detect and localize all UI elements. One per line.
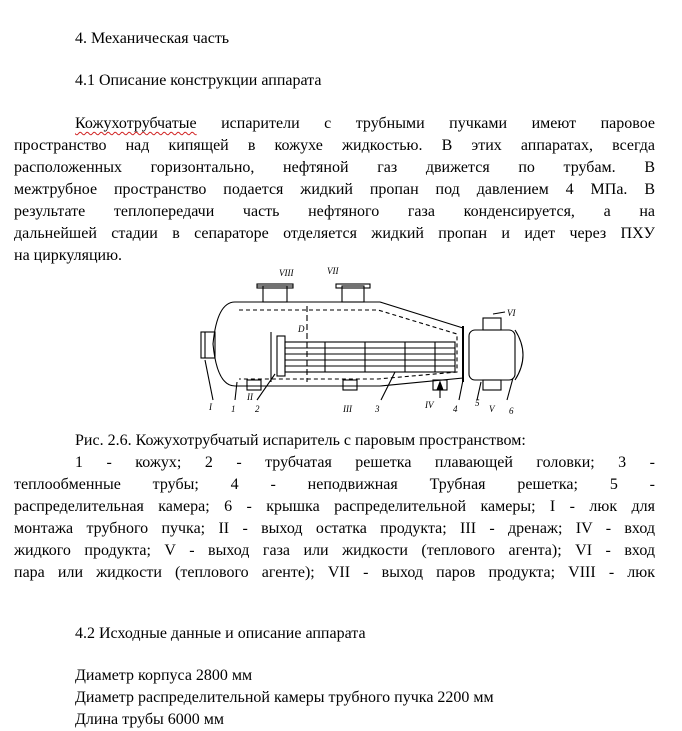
label-V: V bbox=[489, 404, 495, 414]
label-VII: VII bbox=[327, 266, 339, 276]
nozzle-VI bbox=[483, 318, 501, 330]
paragraph-line-5: результате теплопередачи часть нефтяного газа конденсируется, а на bbox=[14, 203, 655, 220]
cover-6 bbox=[515, 330, 523, 380]
paragraph-line-2: пространство над кипящей в кожухе жидкостью. В этих аппаратах, всегда bbox=[14, 137, 655, 154]
label-D: D bbox=[298, 324, 305, 334]
label-4: 4 bbox=[453, 404, 458, 414]
label-3: 3 bbox=[375, 404, 380, 414]
paragraph-line-6: дальнейшей стадии в сепараторе отделяется жидкий пропан и идет через ПХУ bbox=[14, 225, 655, 242]
tube-bundle-3 bbox=[285, 342, 455, 372]
label-2: 2 bbox=[255, 404, 260, 414]
caption-line-6: пара или жидкости (теплового агенте); VII - выход паров продукта; VIII - люк bbox=[14, 564, 655, 581]
tube-sheet-2 bbox=[277, 336, 285, 376]
label-6: 6 bbox=[509, 406, 514, 416]
data-line-2: Диаметр распределительной камеры трубного пучка 2200 мм bbox=[75, 689, 494, 706]
label-1: 1 bbox=[231, 404, 236, 414]
caption-line-5: жидкого продукта; V - выход газа или жидкости (теплового агента); VI - вход bbox=[14, 542, 655, 559]
label-I: I bbox=[209, 402, 212, 412]
caption-line-3: распределительная камера; 6 - крышка распределительной камеры; I - люк для bbox=[14, 498, 655, 515]
data-line-3: Длина трубы 6000 мм bbox=[75, 711, 225, 728]
nozzle-V bbox=[483, 380, 501, 390]
paragraph-line-3: расположенных горизонтально, нефтяной газ движется по трубам. В bbox=[14, 159, 655, 176]
label-5: 5 bbox=[475, 398, 480, 408]
label-IV: IV bbox=[425, 400, 434, 410]
section-heading: 4. Механическая часть bbox=[75, 30, 230, 47]
shell-outline bbox=[213, 302, 463, 386]
evaporator-drawing bbox=[195, 262, 540, 432]
caption-line-2: теплообменные трубы; 4 - неподвижная Трубная решетка; 5 - bbox=[14, 476, 655, 493]
evaporator-figure bbox=[195, 262, 540, 432]
label-VIII: VIII bbox=[279, 268, 294, 278]
spellcheck-word: Кожухотрубчатые bbox=[75, 115, 197, 132]
subsection2-heading: 4.2 Исходные данные и описание аппарата bbox=[75, 625, 366, 642]
nozzle-III bbox=[343, 380, 357, 390]
label-III: III bbox=[343, 404, 352, 414]
caption-line-1: 1 - кожух; 2 - трубчатая решетка плавающей головки; 3 - bbox=[75, 454, 655, 471]
shell-inner bbox=[239, 310, 457, 379]
paragraph-line-1: Кожухотрубчатые испарители с трубными пучками имеют паровое bbox=[75, 115, 655, 132]
paragraph-line-4: межтрубное пространство подается жидкий пропан под давлением 4 МПа. В bbox=[14, 181, 655, 198]
data-line-1: Диаметр корпуса 2800 мм bbox=[75, 667, 253, 684]
chamber-5 bbox=[469, 330, 515, 380]
caption-title: Рис. 2.6. Кожухотрубчатый испаритель с паровым пространством: bbox=[75, 432, 526, 449]
nozzle-II bbox=[247, 380, 261, 390]
paragraph-line-7: на циркуляцию. bbox=[14, 247, 123, 264]
label-II: II bbox=[247, 392, 253, 402]
subsection-heading: 4.1 Описание конструкции аппарата bbox=[75, 72, 322, 89]
caption-line-4: монтажа трубного пучка; II - выход остатка продукта; III - дренаж; IV - вход bbox=[14, 520, 655, 537]
label-VI: VI bbox=[507, 308, 516, 318]
